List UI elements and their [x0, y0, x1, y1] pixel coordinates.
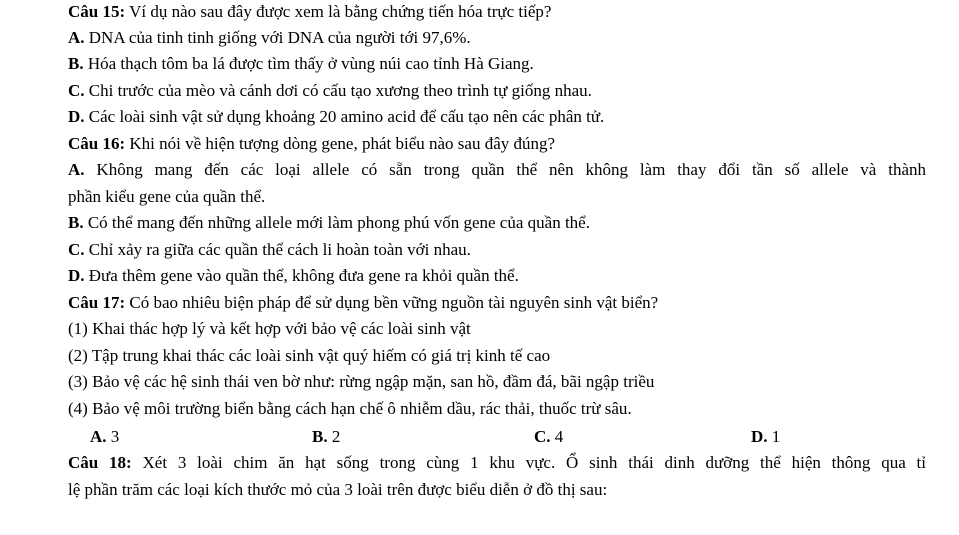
answer-d	[751, 426, 780, 448]
question-17	[68, 292, 658, 314]
option-text: Có thể mang đến những allele mới làm phong phú vốn gene của quần thể.	[83, 213, 590, 232]
question-15-label: Câu 15:	[68, 2, 126, 21]
question-18-continued: lệ phần trăm các loại kích thước mỏ của 3 loài trên được biểu diễn ở đồ thị sau:	[68, 480, 608, 499]
answer-key: B.	[312, 427, 328, 446]
option-key: A.	[68, 28, 85, 47]
question-17-item-4: (4) Bảo vệ môi trường biển bằng cách hạn chế ô nhiễm dầu, rác thải, thuốc trừ sâu.	[68, 399, 632, 418]
question-18-text: Xét 3 loài chim ăn hạt sống trong cùng 1 khu vực. Ổ sinh thái dinh dưỡng thể hiện thông qua tỉ	[131, 453, 926, 472]
answer-a	[90, 426, 119, 448]
option-text: Các loài sinh vật sử dụng khoảng 20 amino acid để cấu tạo nên các phân tử.	[84, 107, 605, 126]
answer-text: 3	[106, 427, 120, 446]
answer-key: A.	[90, 427, 107, 446]
answer-b	[312, 426, 340, 448]
question-16-text: Khi nói về hiện tượng dòng gene, phát biểu nào sau đây đúng?	[125, 134, 556, 153]
question-17-text: Có bao nhiêu biện pháp để sử dụng bền vững nguồn tài nguyên sinh vật biển?	[125, 293, 659, 312]
answer-text: 2	[327, 427, 341, 446]
answer-key: D.	[751, 427, 768, 446]
question-16-label: Câu 16:	[68, 134, 126, 153]
question-17-item-3: (3) Bảo vệ các hệ sinh thái ven bờ như: rừng ngập mặn, san hồ, đầm đá, bãi ngập triều	[68, 372, 655, 391]
question-16-option-d	[68, 265, 519, 287]
question-16-option-a	[68, 159, 926, 181]
question-16-option-c	[68, 239, 471, 261]
option-text: Không mang đến các loại allele có sẵn trong quần thể nên không làm thay đổi tần số allele và thành	[84, 160, 926, 179]
option-key: A.	[68, 160, 85, 179]
answer-c	[534, 426, 563, 448]
option-text: Chi trước của mèo và cánh dơi có cấu tạo xương theo trình tự giống nhau.	[84, 81, 592, 100]
option-text: Đưa thêm gene vào quần thể, không đưa gene ra khỏi quần thể.	[84, 266, 519, 285]
question-16-option-a-continued	[68, 186, 265, 208]
question-16-option-b	[68, 212, 590, 234]
option-text: DNA của tinh tinh giống với DNA của người tới 97,6%.	[84, 28, 471, 47]
option-text: Hóa thạch tôm ba lá được tìm thấy ở vùng núi cao tỉnh Hà Giang.	[83, 54, 534, 73]
question-15-option-c	[68, 80, 592, 102]
question-17-answers	[90, 426, 930, 448]
question-17-label: Câu 17:	[68, 293, 126, 312]
question-15-option-a	[68, 27, 471, 49]
option-text: Chỉ xảy ra giữa các quần thể cách li hoàn toàn với nhau.	[84, 240, 471, 259]
question-17-item-2: (2) Tập trung khai thác các loài sinh vật quý hiếm có giá trị kinh tế cao	[68, 346, 551, 365]
question-15-option-b	[68, 53, 534, 75]
question-16	[68, 133, 555, 155]
question-18-label: Câu 18:	[68, 453, 132, 472]
question-15-option-d	[68, 106, 604, 128]
question-17-item-1: (1) Khai thác hợp lý và kết hợp với bảo vệ các loài sinh vật	[68, 319, 471, 338]
option-key: D.	[68, 107, 85, 126]
answer-key: C.	[534, 427, 551, 446]
option-key: C.	[68, 81, 85, 100]
question-15	[68, 1, 551, 23]
option-key: B.	[68, 213, 84, 232]
option-key: D.	[68, 266, 85, 285]
question-15-text: Ví dụ nào sau đây được xem là bằng chứng tiến hóa trực tiếp?	[125, 2, 552, 21]
question-18	[68, 452, 926, 474]
option-text: phần kiểu gene của quần thể.	[68, 187, 266, 206]
answer-text: 1	[767, 427, 781, 446]
option-key: B.	[68, 54, 84, 73]
answer-text: 4	[550, 427, 564, 446]
option-key: C.	[68, 240, 85, 259]
